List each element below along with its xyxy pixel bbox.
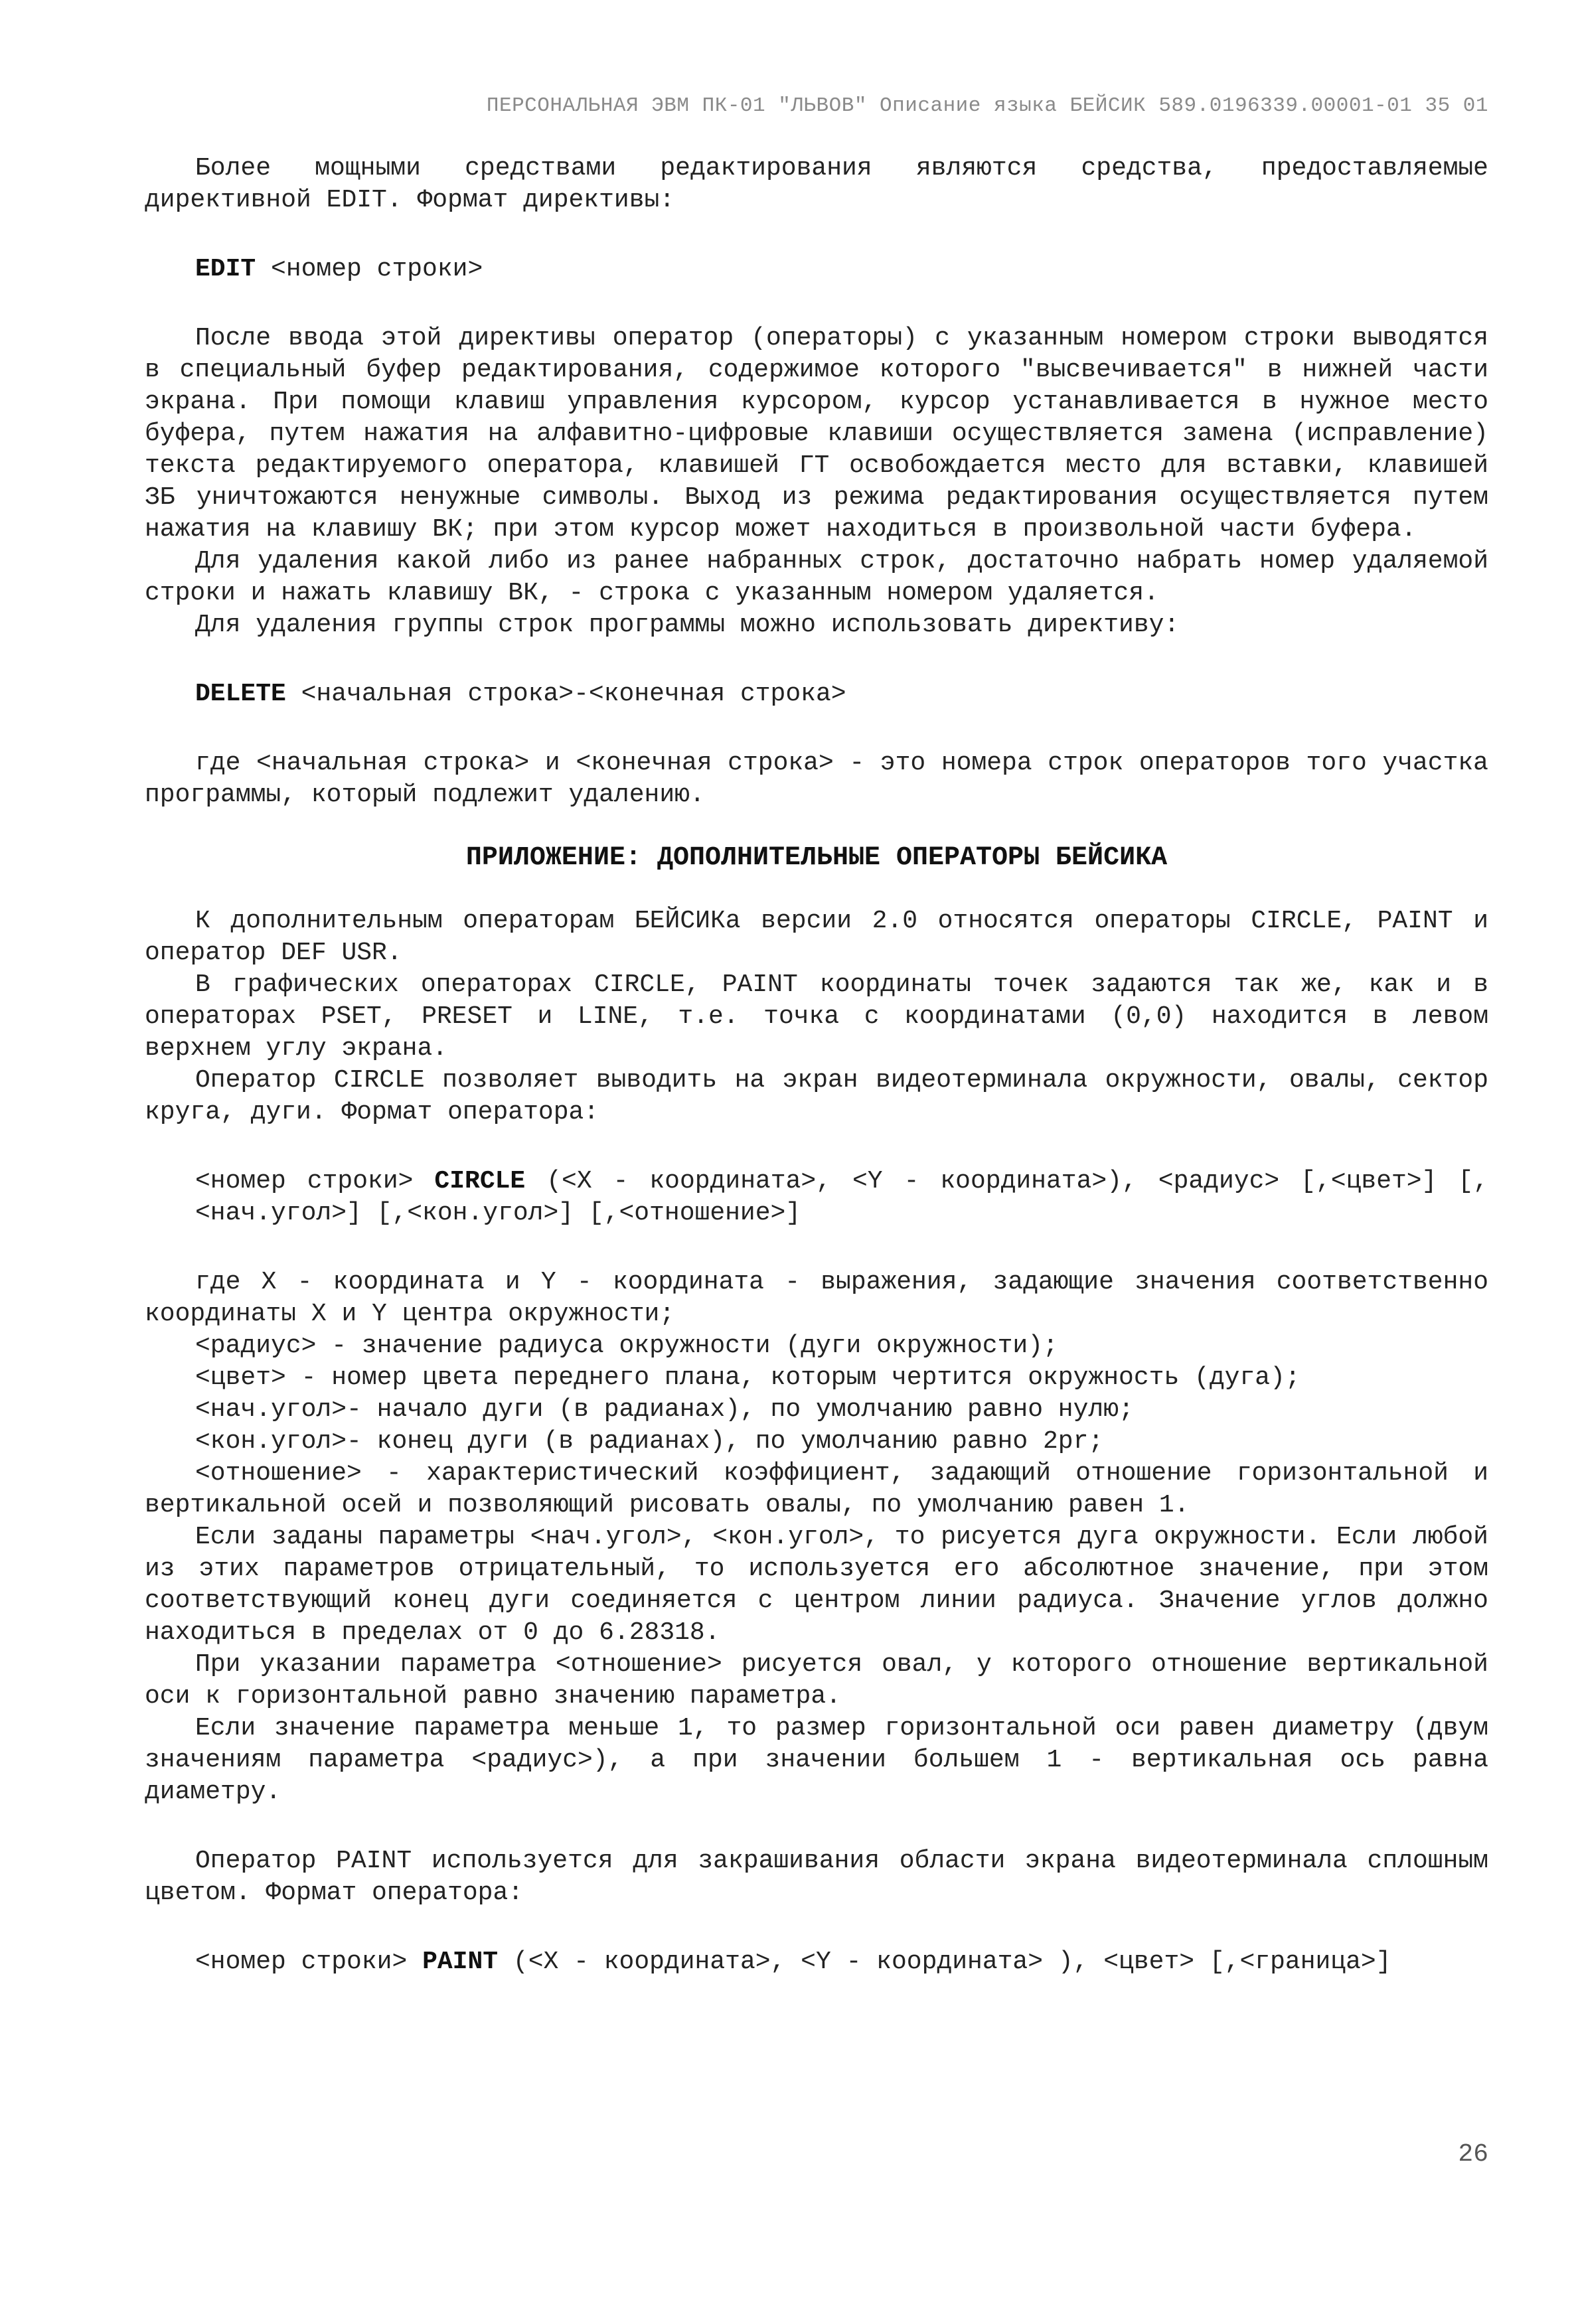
circle-keyword: CIRCLE [434, 1167, 526, 1196]
delete-syntax [145, 678, 1488, 710]
delete-description-paragraph: где <начальная строка> и <конечная строка> - это номера строк операторов того участка программы, который подлежит удалению. [145, 749, 1488, 809]
edit-syntax [145, 254, 1488, 285]
paint-syntax-prefix: <номер строки> [195, 1948, 423, 1976]
circle-param-xy: где X - координата и Y - координата - выражения, задающие значения соответственно координаты X и Y центра окружности; [145, 1268, 1488, 1328]
edit-description-paragraph: После ввода этой директивы оператор (операторы) с указанным номером строки выводятся в специальный буфер редактирования, содержимое которого "высвечивается" в нижней части экрана. При помощи клавиш управления курсором, курсор устанавливается в нужное место буфера, путем нажатия на алфавитно-цифровые клавиши осуществляется замена (исправление) текста редактируемого оператора, клавишей ГТ освобождается место для вставки, клавишей ЗБ уничтожаются ненужные символы. Выход из режима редактирования осуществляется путем нажатия на клавишу ВК; при этом курсор может находиться в произвольной части буфера. [145, 324, 1488, 544]
circle-oval-paragraph: При указании параметра <отношение> рисуется овал, у которого отношение вертикальной оси к горизонтальной равно значению параметра. [145, 1650, 1488, 1711]
circle-syntax [145, 1166, 1488, 1229]
circle-syntax-args: (<X - координата>, <Y - координата>), <радиус> [,<цвет>] [,<нач.угол>] [,<кон.угол>] [,<отношение>] [195, 1167, 1488, 1227]
circle-ratio-paragraph: Если значение параметра меньше 1, то размер горизонтальной оси равен диаметру (двум значениям параметра <радиус>), а при значении большем 1 - вертикальная ось равна диаметру. [145, 1714, 1488, 1806]
edit-syntax-args: <номер строки> [256, 255, 483, 283]
edit-keyword: EDIT [195, 255, 256, 283]
page-body [145, 153, 1488, 1978]
page-number: 26 [1458, 2140, 1488, 2169]
circle-arc-paragraph: Если заданы параметры <нач.угол>, <кон.угол>, то рисуется дуга окружности. Если любой из этих параметров отрицательный, то используется его абсолютное значение, при этом соответствующий конец дуги соединяется с центром линии радиуса. Значение углов должно находиться в пределах от 0 до 6.28318. [145, 1523, 1488, 1647]
circle-param-end-angle: <кон.угол>- конец дуги (в радианах), по умолчанию равно 2pr; [195, 1427, 1104, 1456]
edit-intro-paragraph: Более мощными средствами редактирования являются средства, предоставляемые директивной EDIT. Формат директивы: [145, 154, 1488, 214]
page-header: ПЕРСОНАЛЬНАЯ ЭВМ ПК-01 "ЛЬВОВ" Описание языка БЕЙСИК 589.0196339.00001-01 35 01 [486, 94, 1488, 117]
line-delete-paragraph: Для удаления какой либо из ранее набранных строк, достаточно набрать номер удаляемой строки и нажать клавишу ВК, - строка с указанным номером удаляется. [145, 547, 1488, 607]
coordinates-paragraph: В графических операторах CIRCLE, PAINT координаты точек задаются так же, как и в операторах PSET, PRESET и LINE, т.е. точка с координатами (0,0) находится в левом верхнем углу экрана. [145, 970, 1488, 1063]
circle-syntax-prefix: <номер строки> [195, 1167, 435, 1196]
circle-param-ratio: <отношение> - характеристический коэффициент, задающий отношение горизонтальной и вертикальной осей и позволяющий рисовать овалы, по умолчанию равен 1. [145, 1459, 1488, 1519]
circle-intro-paragraph: Оператор CIRCLE позволяет выводить на экран видеотерминала окружности, овалы, сектор круга, дуги. Формат оператора: [145, 1066, 1488, 1126]
circle-param-radius: <радиус> - значение радиуса окружности (дуги окружности); [195, 1332, 1058, 1360]
group-delete-paragraph: Для удаления группы строк программы можно использовать директиву: [195, 611, 1180, 639]
circle-param-start-angle: <нач.угол>- начало дуги (в радианах), по умолчанию равно нулю; [195, 1395, 1134, 1424]
paint-syntax [145, 1946, 1488, 1978]
appendix-title: ПРИЛОЖЕНИЕ: ДОПОЛНИТЕЛЬНЫЕ ОПЕРАТОРЫ БЕЙСИКА [465, 843, 1168, 873]
paint-intro-paragraph: Оператор PAINT используется для закрашивания области экрана видеотерминала сплошным цветом. Формат оператора: [145, 1847, 1488, 1907]
appendix-intro-paragraph: К дополнительным операторам БЕЙСИКа версии 2.0 относятся операторы CIRCLE, PAINT и оператор DEF USR. [145, 907, 1488, 967]
delete-keyword: DELETE [195, 680, 286, 708]
paint-keyword: PAINT [422, 1948, 499, 1976]
paint-syntax-args: (<X - координата>, <Y - координата> ), <цвет> [,<граница>] [498, 1948, 1391, 1976]
circle-param-color: <цвет> - номер цвета переднего плана, которым чертится окружность (дуга); [195, 1363, 1300, 1392]
delete-syntax-args: <начальная строка>-<конечная строка> [285, 680, 846, 708]
